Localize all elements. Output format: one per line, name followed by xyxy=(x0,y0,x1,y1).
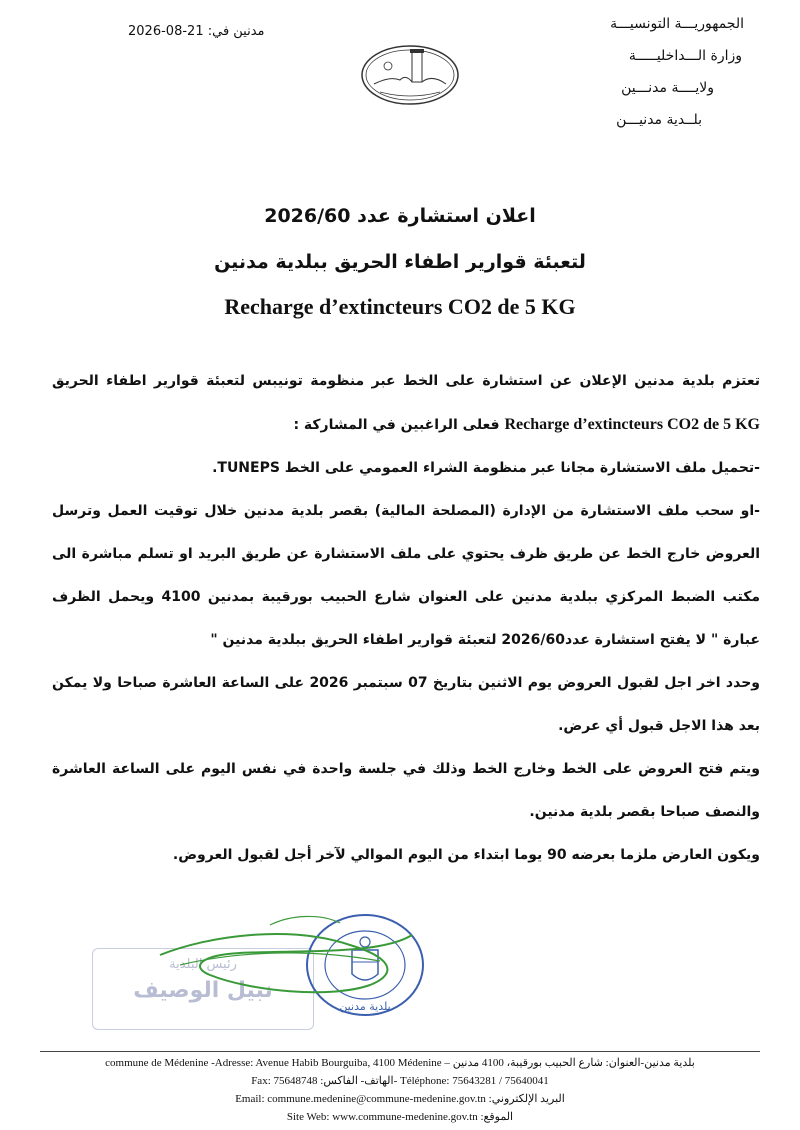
header-republic: الجمهوريـــة التونسيـــة xyxy=(610,16,744,32)
intro-text: تعتزم بلدية مدنين الإعلان عن استشارة على الخط عبر منظومة تونيبس لتعبئة قوارير اطفاء الحريق xyxy=(52,373,760,389)
paragraph-validity: ويكون العارض ملزما بعرضه 90 يوما ابتداء من اليوم الموالي لآخر أجل لقبول العروض. xyxy=(172,847,760,863)
signatory-role: رئيس البلدية xyxy=(169,957,237,972)
title-subject: لتعبئة قوارير اطفاء الحريق ببلدية مدنين xyxy=(214,251,586,273)
footer-website: Site Web: www.commune-medenine.gov.tn :الموقع xyxy=(286,1111,514,1123)
document-date: مدنين في: 21-08-2026 xyxy=(128,24,265,39)
footer-address: commune de Médenine -Adresse: Avenue Habib Bourguiba, 4100 Médenine – بلدية مدنين-العنوان: شارع الحبيب بورقيبة، 4100 مدنين xyxy=(105,1057,695,1069)
footer-phone-fax: Fax: 75648748 :الهاتف- الفاكس- Téléphone: 75643281 / 75640041 xyxy=(251,1075,549,1087)
handwritten-signature-icon xyxy=(150,895,420,1005)
title-french: Recharge d’extincteurs CO2 de 5 KG xyxy=(224,294,576,319)
header-ministry: وزارة الـــداخليـــــة xyxy=(628,48,742,64)
intro-french: Recharge d’extincteurs CO2 de 5 KG xyxy=(504,416,760,433)
municipal-emblem-icon xyxy=(360,44,460,106)
title-announcement: اعلان استشارة عدد 2026/60 xyxy=(264,205,536,227)
paragraph-intro xyxy=(52,360,760,447)
stamp-text: بلدية مدنين xyxy=(339,1000,391,1013)
announcement-body xyxy=(52,360,760,877)
header-municipality: بلــدية مدنيـــن xyxy=(616,112,702,128)
paragraph-withdraw: -او سحب ملف الاستشارة من الإدارة (المصلحة المالية) بقصر بلدية مدنين خلال توقيت العمل وترسل العروض خارج الخط عن طريق ظرف يحتوي على ملف الاستشارة عن طريق البريد او تسلم مباشرة الى مكتب الضبط المركزي ببلدية مدنين على العنوان شارع الحبيب بورقيبة بمدنين 4100 ويحمل الظرف عبارة " لا يفتح استشارة عدد2026/60 لتعبئة قوارير اطفاء الحريق ببلدية مدنين " xyxy=(52,503,761,648)
footer-divider xyxy=(40,1051,760,1052)
header-governorate: ولايــــة مدنـــين xyxy=(621,80,714,96)
footer-email: Email: commune.medenine@commune-medenine.gov.tn :البريد الإلكتروني xyxy=(235,1093,565,1105)
paragraph-download: -تحميل ملف الاستشارة مجانا عبر منظومة الشراء العمومي على الخط TUNEPS. xyxy=(212,460,760,476)
intro-call: فعلى الراغبين في المشاركة : xyxy=(293,417,500,433)
footer-contact xyxy=(60,1054,740,1126)
paragraph-opening: ويتم فتح العروض على الخط وخارج الخط وذلك في جلسة واحدة في نفس اليوم على الساعة العاشرة والنصف صباحا بقصر بلدية مدنين. xyxy=(52,761,760,820)
signatory-name: نبيل الوصيف xyxy=(133,978,273,1003)
paragraph-deadline: وحدد اخر اجل لقبول العروض يوم الاثنين بتاريخ 07 سبتمبر 2026 على الساعة العاشرة صباحا ولا يمكن بعد هذا الاجل قبول أي عرض. xyxy=(52,675,760,734)
